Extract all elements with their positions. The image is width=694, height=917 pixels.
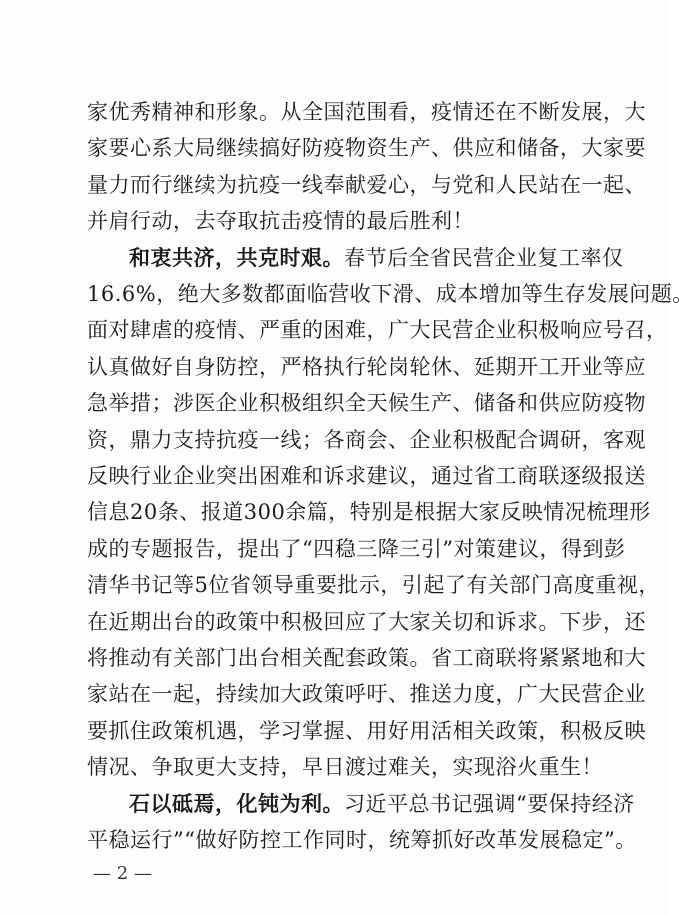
paragraph-lead-line — [129, 238, 624, 278]
text-line-rest: 习近平总书记强调“要保持经济 — [344, 791, 635, 816]
text-line: 要抓住政策机遇，学习掌握、用好用活相关政策，积极反映 — [87, 718, 646, 743]
text-line: 家优秀精神和形象。从全国范围看，疫情还在不断发展，大 — [87, 100, 646, 124]
text-line: 情况、争取更大支持，早日渡过难关，实现浴火重生！ — [87, 755, 603, 780]
page-number: — 2 — — [93, 863, 152, 884]
text-line: 量力而行继续为抗疫一线奉献爱心，与党和人民站在一起、 — [87, 172, 646, 197]
text-line: 平稳运行”“做好防控工作同时，统筹抓好改革发展稳定”。 — [87, 828, 637, 852]
text-line: 家站在一起，持续加大政策呼吁、推送力度，广大民营企业 — [87, 682, 646, 707]
text-line: 16.6%，绝大多数都面临营收下滑、成本增加等生存发展问题。 — [87, 282, 694, 306]
text-line: 信息20条、报道300余篇，特别是根据大家反映情况梳理形 — [87, 500, 651, 525]
paragraph-lead-in: 和衷共济，共克时艰。 — [129, 245, 344, 270]
text-line: 面对肆虐的疫情、严重的困难，广大民营企业积极响应号召， — [87, 318, 668, 343]
text-line: 急举措；涉医企业积极组织全天候生产、储备和供应防疫物 — [87, 391, 646, 416]
text-line: 认真做好自身防控，严格执行轮岗轮休、延期开工开业等应 — [87, 354, 646, 379]
text-line: 反映行业企业突出困难和诉求建议，通过省工商联逐级报送 — [87, 464, 646, 488]
text-line-rest: 春节后全省民营企业复工率仅 — [344, 245, 624, 270]
text-line: 家要心系大局继续搞好防疫物资生产、供应和储备，大家要 — [87, 136, 646, 161]
paragraph-lead-in: 石以砥焉，化钝为利。 — [129, 791, 344, 816]
text-line: 并肩行动，去夺取抗击疫情的最后胜利！ — [87, 209, 474, 234]
text-line: 成的专题报告，提出了“四稳三降三引”对策建议，得到彭 — [87, 536, 626, 561]
text-line: 将推动有关部门出台相关配套政策。省工商联将紧紧地和大 — [87, 646, 646, 670]
paragraph-lead-line — [129, 784, 635, 824]
text-line: 在近期出台的政策中积极回应了大家关切和诉求。下步，还 — [87, 609, 646, 634]
text-line: 资，鼎力支持抗疫一线；各商会、企业积极配合调研，客观 — [87, 427, 646, 452]
text-line: 清华书记等5位省领导重要批示，引起了有关部门高度重视， — [87, 573, 660, 598]
